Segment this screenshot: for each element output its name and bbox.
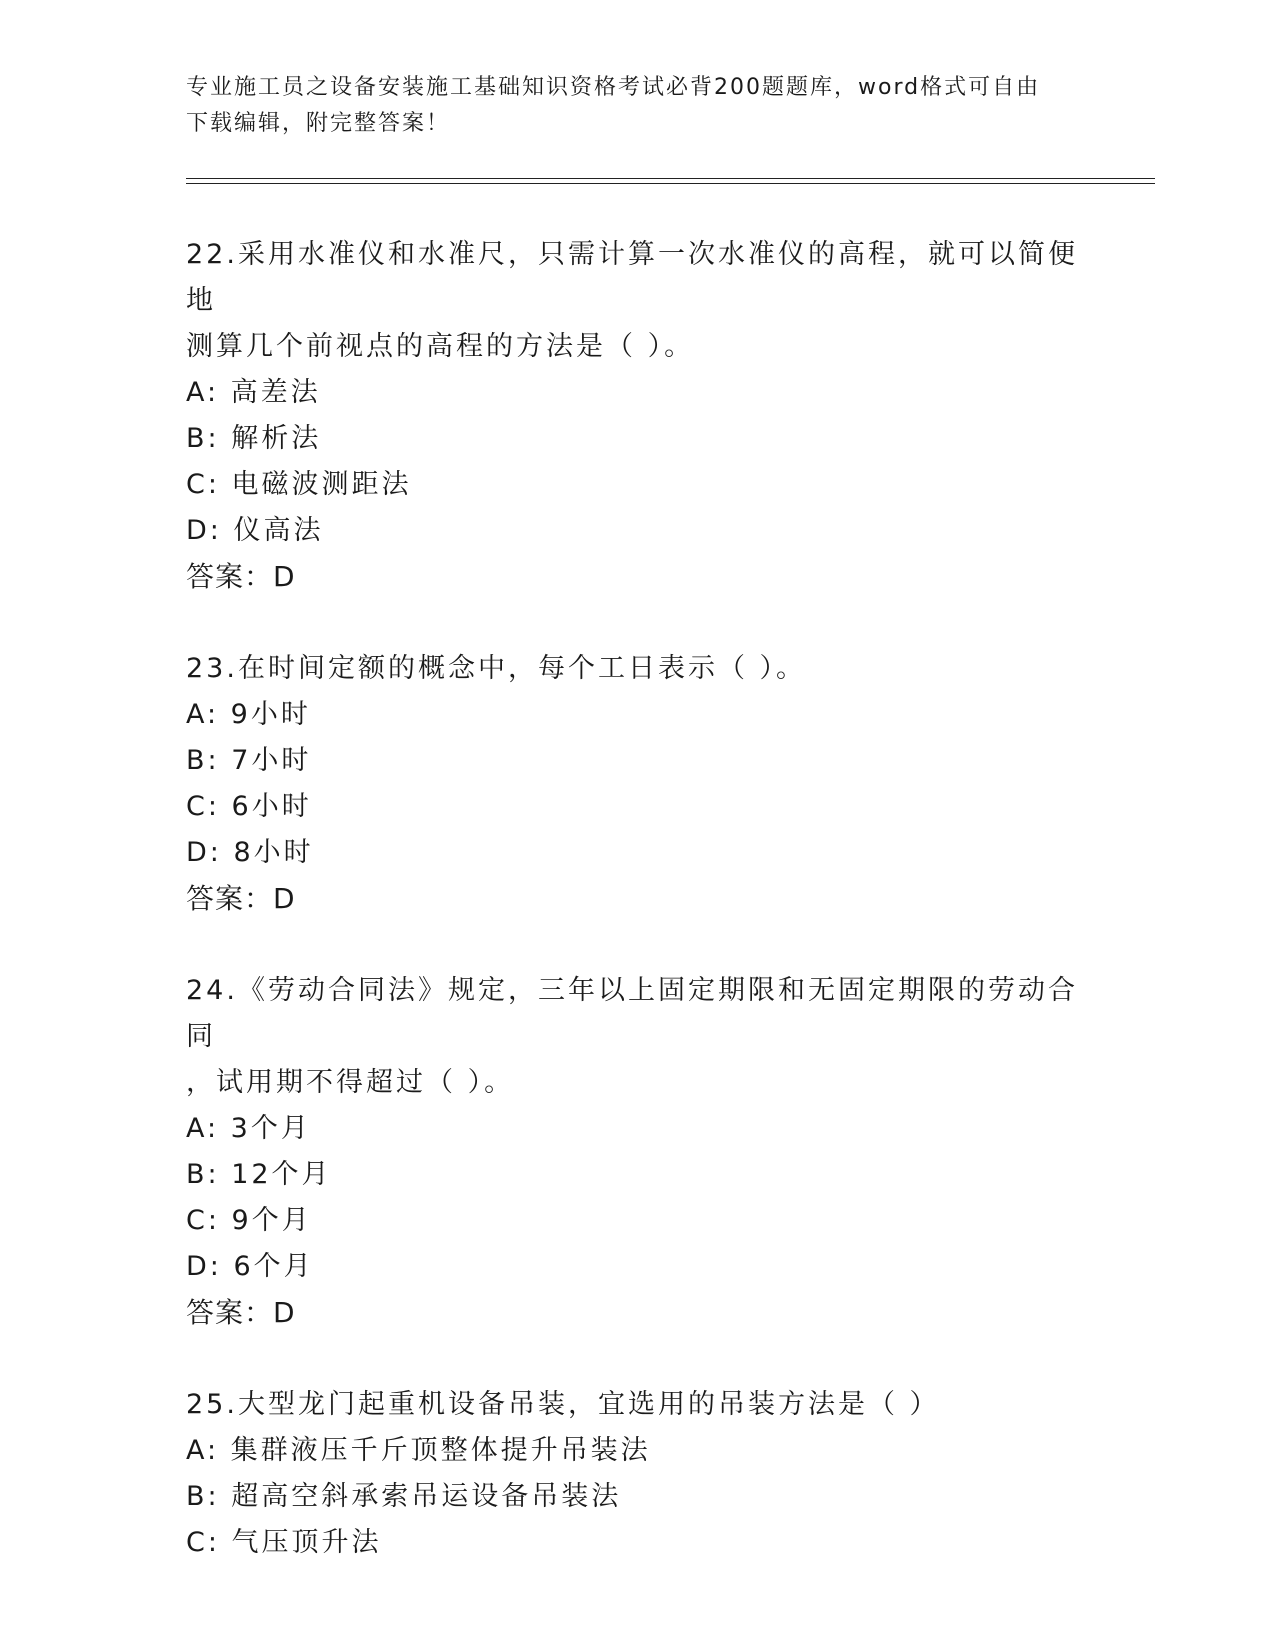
question-stem-line: 25.大型龙门起重机设备吊装，宜选用的吊装方法是（ ）: [186, 1389, 940, 1420]
option-c: C: 气压顶升法: [186, 1527, 382, 1558]
option-d: D: 6个月: [186, 1251, 314, 1282]
option-a: A: 3个月: [186, 1113, 311, 1144]
header-divider-bottom: [186, 183, 1155, 184]
question-23: [186, 646, 1086, 922]
answer: 答案：D: [186, 882, 296, 915]
option-c: C: 6小时: [186, 791, 312, 822]
option-c: C: 9个月: [186, 1205, 312, 1236]
question-25: [186, 1382, 1086, 1566]
question-list: [186, 232, 1086, 1612]
option-a: A: 集群液压千斤顶整体提升吊装法: [186, 1435, 651, 1466]
question-stem-line: 24.《劳动合同法》规定，三年以上固定期限和无固定期限的劳动合同: [186, 975, 1078, 1052]
question-22: [186, 232, 1086, 600]
option-a: A: 9小时: [186, 699, 311, 730]
option-b: B: 超高空斜承索吊运设备吊装法: [186, 1481, 622, 1512]
question-24: [186, 968, 1086, 1336]
option-b: B: 解析法: [186, 423, 322, 454]
question-stem-line: 22.采用水准仪和水准尺，只需计算一次水准仪的高程，就可以简便地: [186, 239, 1078, 316]
option-b: B: 7小时: [186, 745, 312, 776]
question-stem-line: 23.在时间定额的概念中，每个工日表示（ ）。: [186, 653, 807, 684]
header-divider-top: [186, 178, 1155, 179]
option-c: C: 电磁波测距法: [186, 469, 412, 500]
question-stem: [186, 232, 1086, 370]
question-stem-line: 测算几个前视点的高程的方法是（ ）。: [186, 331, 695, 362]
option-b: B: 12个月: [186, 1159, 332, 1190]
document-header: [186, 70, 1066, 142]
question-stem: [186, 1382, 1086, 1428]
option-d: D: 仪高法: [186, 515, 324, 546]
question-stem: [186, 646, 1086, 692]
header-line-2: 下载编辑，附完整答案！: [186, 111, 451, 136]
question-stem-line: ，试用期不得超过（ ）。: [186, 1067, 515, 1098]
header-line-1: 专业施工员之设备安装施工基础知识资格考试必背200题题库，word格式可自由: [186, 75, 1041, 100]
answer: 答案：D: [186, 560, 296, 593]
question-stem: [186, 968, 1086, 1106]
option-a: A: 高差法: [186, 377, 321, 408]
answer: 答案：D: [186, 1296, 296, 1329]
option-d: D: 8小时: [186, 837, 314, 868]
